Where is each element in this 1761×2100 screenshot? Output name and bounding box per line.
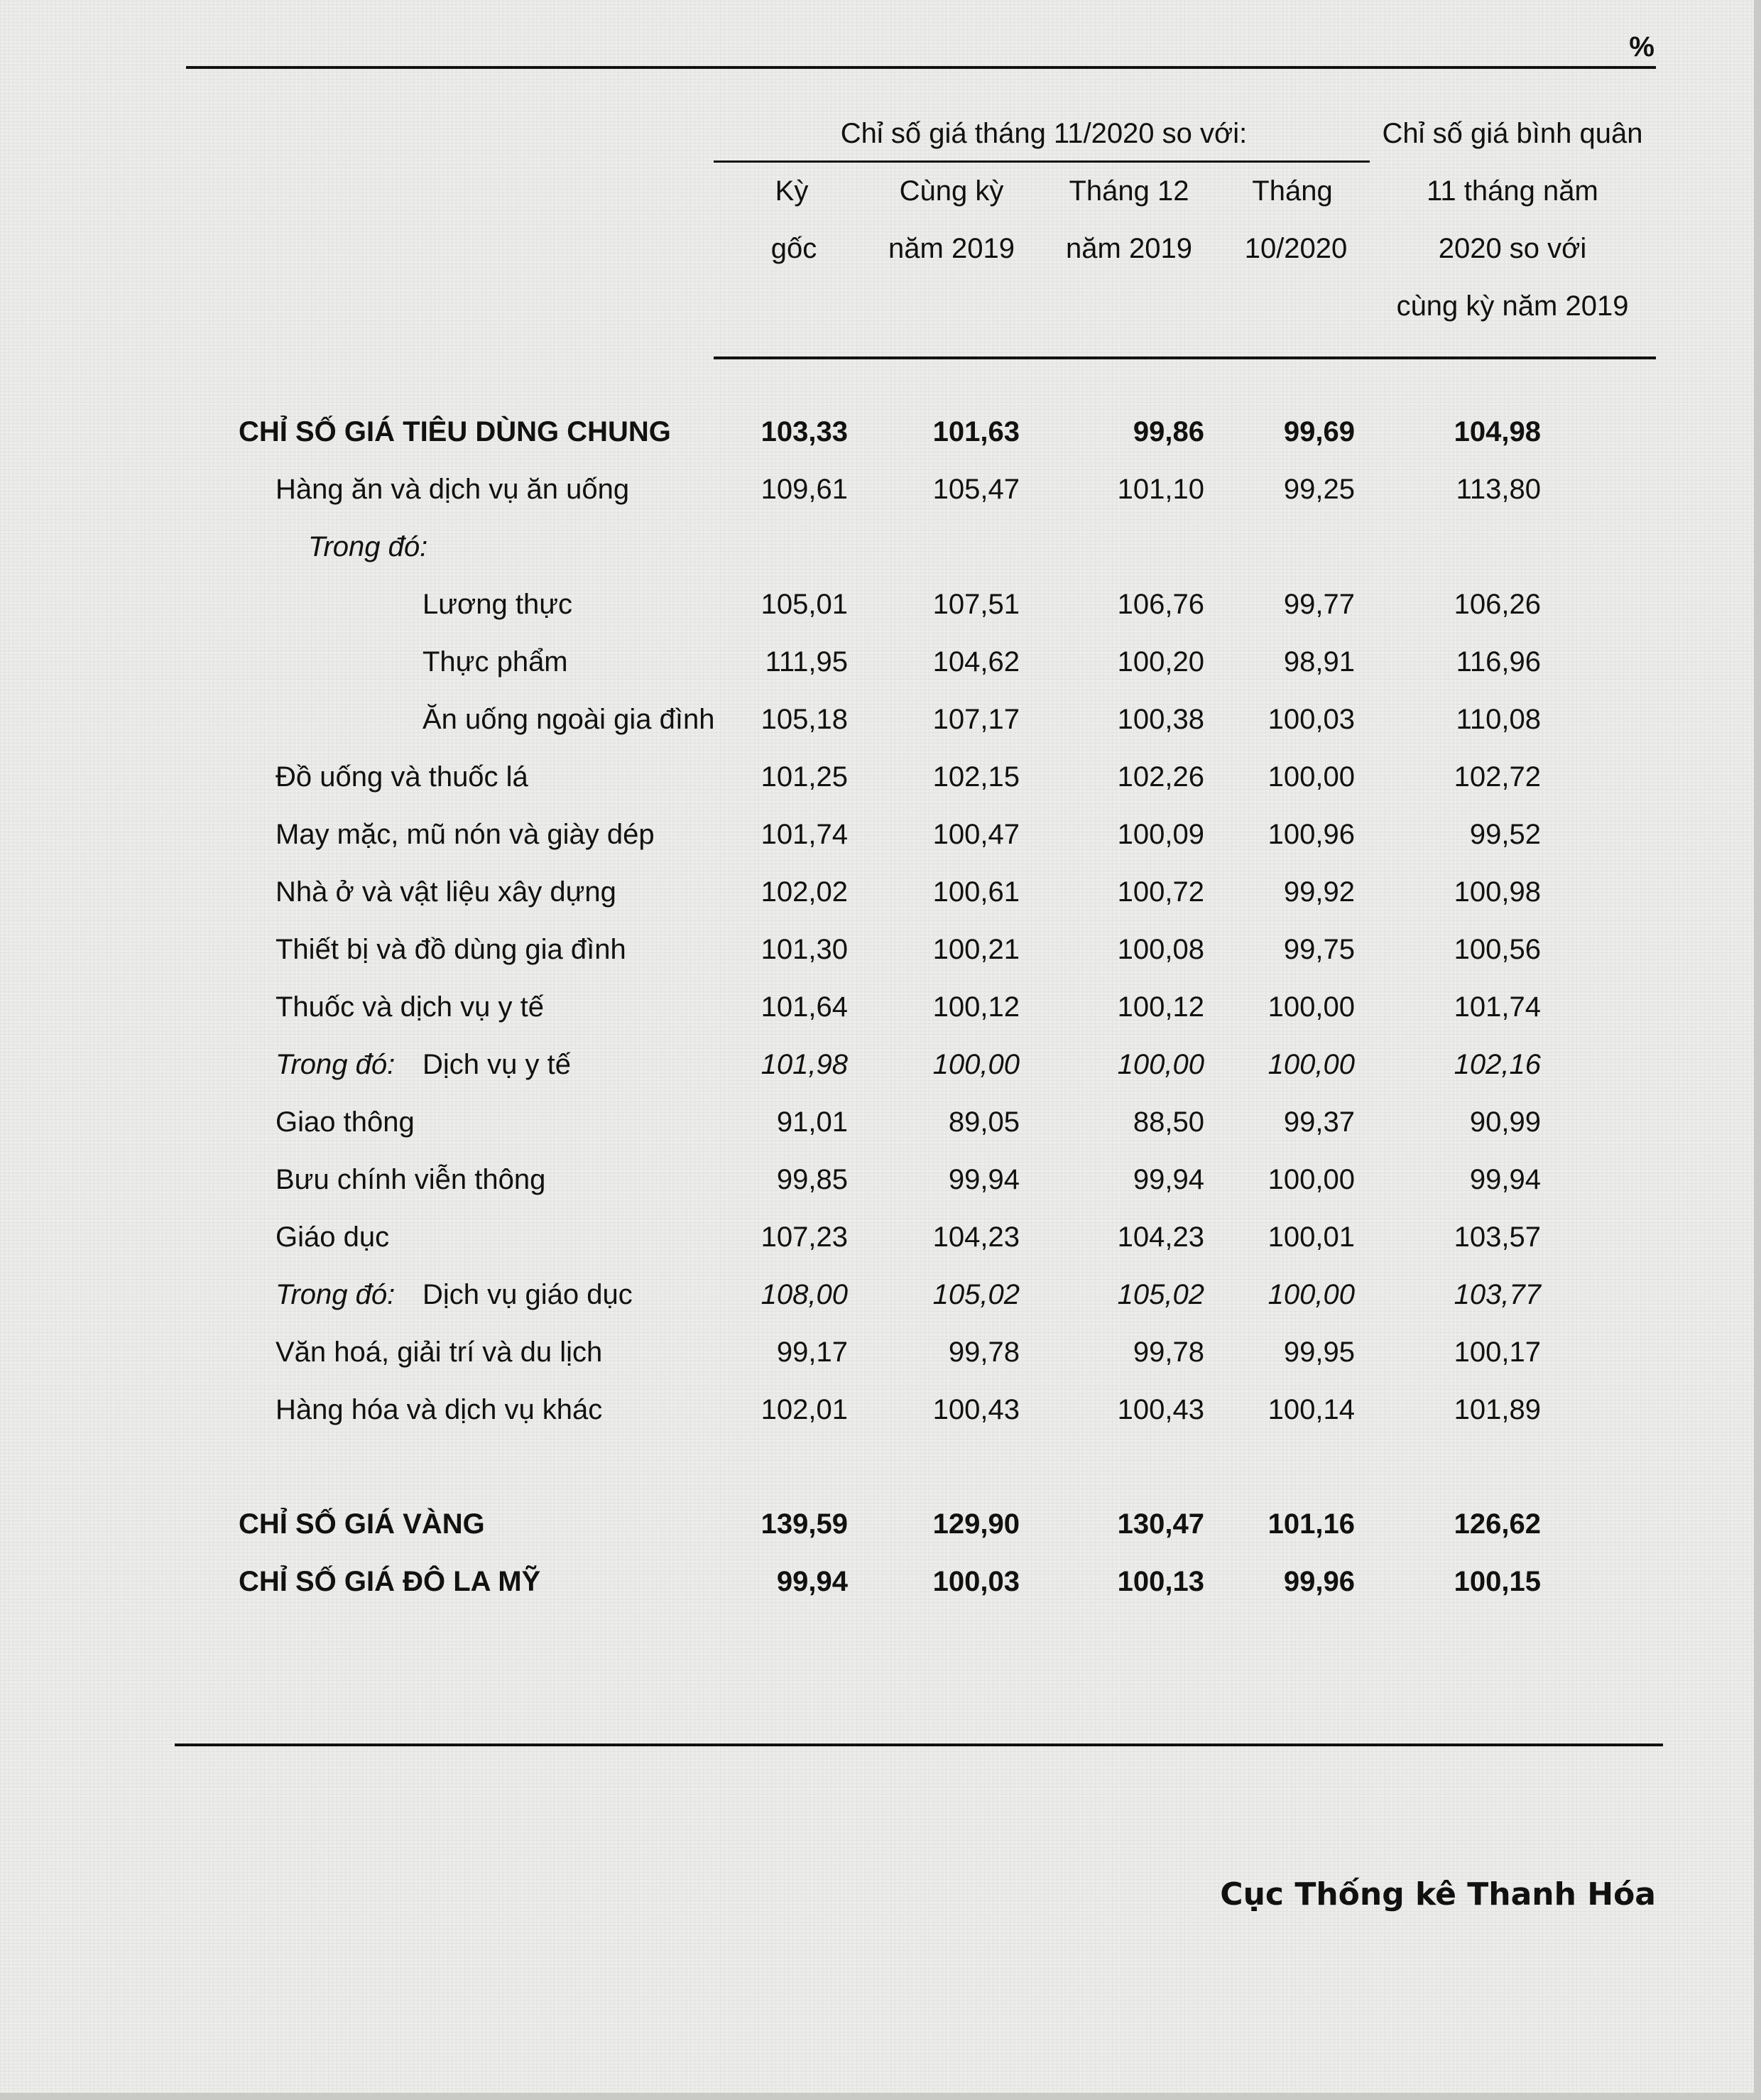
cell-value: 105,02 xyxy=(1117,1279,1204,1310)
cell-value: 110,08 xyxy=(1456,704,1541,735)
cell-value: 99,85 xyxy=(776,1164,848,1195)
header-col4-line2: 10/2020 xyxy=(1244,233,1348,264)
cell-value: 99,96 xyxy=(1283,1566,1355,1597)
cell-value: 99,86 xyxy=(1133,416,1204,447)
cell-value: 103,33 xyxy=(760,416,848,447)
table-row xyxy=(0,1209,1761,1266)
row-prefix: Trong đó: xyxy=(276,1049,396,1080)
cell-value: 100,00 xyxy=(1117,1049,1204,1080)
cell-value: 99,25 xyxy=(1283,474,1355,505)
cell-value: 100,00 xyxy=(932,1049,1020,1080)
header-col3-line1: Tháng 12 xyxy=(1069,175,1189,207)
table-row xyxy=(0,806,1761,864)
cell-value: 102,02 xyxy=(760,876,848,908)
row-label: Thiết bị và đồ dùng gia đình xyxy=(276,934,626,965)
cell-value: 108,00 xyxy=(760,1279,848,1310)
cell-value: 109,61 xyxy=(760,474,848,505)
cell-value: 90,99 xyxy=(1469,1106,1541,1138)
cell-value: 99,52 xyxy=(1469,819,1541,850)
cell-value: 100,00 xyxy=(1267,1279,1355,1310)
cell-value: 104,23 xyxy=(1117,1222,1204,1253)
row-label: CHỈ SỐ GIÁ ĐÔ LA MỸ xyxy=(239,1566,541,1597)
table-row xyxy=(0,1553,1761,1611)
cell-value: 100,61 xyxy=(932,876,1020,908)
cell-value: 101,74 xyxy=(760,819,848,850)
cell-value: 101,63 xyxy=(932,416,1020,447)
row-label: Ăn uống ngoài gia đình xyxy=(422,704,715,735)
header-col5-line1: Chỉ số giá bình quân xyxy=(1382,118,1643,149)
row-label: CHỈ SỐ GIÁ VÀNG xyxy=(239,1508,485,1540)
cell-value: 106,26 xyxy=(1454,589,1541,620)
cell-value: 99,77 xyxy=(1283,589,1355,620)
row-label: Văn hoá, giải trí và du lịch xyxy=(276,1337,603,1368)
cell-value: 100,56 xyxy=(1454,934,1541,965)
cell-value: 104,23 xyxy=(932,1222,1020,1253)
cell-value: 100,98 xyxy=(1454,876,1541,908)
cell-value: 100,01 xyxy=(1267,1222,1355,1253)
source-credit: Cục Thống kê Thanh Hóa xyxy=(1220,1876,1656,1913)
row-label: Dịch vụ giáo dục xyxy=(422,1279,633,1310)
header-col2-line2: năm 2019 xyxy=(888,233,1015,264)
header-col5-line4: cùng kỳ năm 2019 xyxy=(1396,290,1629,322)
cell-value: 107,51 xyxy=(932,589,1020,620)
cell-value: 100,72 xyxy=(1117,876,1204,908)
table-row xyxy=(0,1496,1761,1553)
cell-value: 88,50 xyxy=(1133,1106,1204,1138)
cell-value: 98,91 xyxy=(1283,646,1355,678)
table-row xyxy=(0,403,1761,461)
cell-value: 100,13 xyxy=(1117,1566,1204,1597)
table-row xyxy=(0,576,1761,633)
cell-value: 100,96 xyxy=(1267,819,1355,850)
table-row xyxy=(0,1324,1761,1381)
header-col5-line2: 11 tháng năm xyxy=(1427,175,1598,207)
cell-value: 100,08 xyxy=(1117,934,1204,965)
cell-value: 103,57 xyxy=(1454,1222,1541,1253)
table-row xyxy=(0,633,1761,691)
row-label: Dịch vụ y tế xyxy=(422,1049,571,1080)
table-row xyxy=(0,1381,1761,1439)
table-row xyxy=(0,864,1761,921)
cell-value: 100,21 xyxy=(932,934,1020,965)
cell-value: 104,98 xyxy=(1454,416,1541,447)
cell-value: 105,18 xyxy=(760,704,848,735)
row-prefix: Trong đó: xyxy=(276,1279,396,1310)
cell-value: 101,30 xyxy=(760,934,848,965)
cell-value: 100,00 xyxy=(1267,1164,1355,1195)
row-label: Giáo dục xyxy=(276,1222,390,1253)
cell-value: 129,90 xyxy=(932,1508,1020,1540)
cell-value: 101,98 xyxy=(760,1049,848,1080)
cell-value: 100,12 xyxy=(932,991,1020,1023)
cell-value: 99,37 xyxy=(1283,1106,1355,1138)
cell-value: 102,01 xyxy=(760,1394,848,1425)
cell-value: 126,62 xyxy=(1454,1508,1541,1540)
cell-value: 111,95 xyxy=(765,646,848,678)
cell-value: 100,17 xyxy=(1454,1337,1541,1368)
header-col5-line3: 2020 so với xyxy=(1438,233,1587,264)
cell-value: 100,20 xyxy=(1117,646,1204,678)
cell-value: 99,69 xyxy=(1283,416,1355,447)
cell-value: 99,94 xyxy=(776,1566,848,1597)
cell-value: 99,75 xyxy=(1283,934,1355,965)
cell-value: 100,00 xyxy=(1267,991,1355,1023)
table-row xyxy=(0,461,1761,518)
table-row xyxy=(0,1266,1761,1324)
cell-value: 139,59 xyxy=(760,1508,848,1540)
table-row xyxy=(0,1036,1761,1094)
cell-value: 99,92 xyxy=(1283,876,1355,908)
cell-value: 113,80 xyxy=(1456,474,1541,505)
row-label: CHỈ SỐ GIÁ TIÊU DÙNG CHUNG xyxy=(239,416,671,447)
cell-value: 105,01 xyxy=(760,589,848,620)
cell-value: 105,02 xyxy=(932,1279,1020,1310)
row-label: Đồ uống và thuốc lá xyxy=(276,761,528,793)
cell-value: 99,78 xyxy=(948,1337,1020,1368)
header-col1-line1: Kỳ xyxy=(775,175,809,207)
row-label: Bưu chính viễn thông xyxy=(276,1164,546,1195)
cell-value: 105,47 xyxy=(932,474,1020,505)
header-col4-line1: Tháng xyxy=(1252,175,1333,207)
cell-value: 100,43 xyxy=(932,1394,1020,1425)
cell-value: 99,17 xyxy=(776,1337,848,1368)
row-label: Hàng ăn và dịch vụ ăn uống xyxy=(276,474,630,505)
table-row xyxy=(0,749,1761,806)
row-label: Hàng hóa và dịch vụ khác xyxy=(276,1394,603,1425)
cell-value: 91,01 xyxy=(776,1106,848,1138)
table-row xyxy=(0,691,1761,749)
table-row xyxy=(0,518,1761,576)
cell-value: 89,05 xyxy=(948,1106,1020,1138)
table-row xyxy=(0,1094,1761,1151)
cell-value: 99,78 xyxy=(1133,1337,1204,1368)
cell-value: 104,62 xyxy=(932,646,1020,678)
cell-value: 100,38 xyxy=(1117,704,1204,735)
cell-value: 101,10 xyxy=(1117,474,1204,505)
row-label: Thuốc và dịch vụ y tế xyxy=(276,991,544,1023)
cell-value: 130,47 xyxy=(1117,1508,1204,1540)
cell-value: 100,03 xyxy=(932,1566,1020,1597)
cell-value: 101,16 xyxy=(1267,1508,1355,1540)
top-rule xyxy=(186,66,1656,69)
cell-value: 101,89 xyxy=(1454,1394,1541,1425)
header-bottom-rule xyxy=(714,357,1656,359)
table-row xyxy=(0,979,1761,1036)
cell-value: 100,15 xyxy=(1454,1566,1541,1597)
cell-value: 106,76 xyxy=(1117,589,1204,620)
cell-value: 102,16 xyxy=(1454,1049,1541,1080)
cell-value: 100,09 xyxy=(1117,819,1204,850)
cell-value: 116,96 xyxy=(1456,646,1541,678)
header-col1-line2: gốc xyxy=(770,233,817,264)
cell-value: 102,72 xyxy=(1454,761,1541,793)
cell-value: 102,26 xyxy=(1117,761,1204,793)
row-label: Nhà ở và vật liệu xây dựng xyxy=(276,876,616,908)
cell-value: 100,43 xyxy=(1117,1394,1204,1425)
cell-value: 101,25 xyxy=(760,761,848,793)
row-label: Giao thông xyxy=(276,1106,415,1138)
cell-value: 99,94 xyxy=(1133,1164,1204,1195)
cell-value: 100,03 xyxy=(1267,704,1355,735)
cell-value: 103,77 xyxy=(1454,1279,1541,1310)
row-label: Trong đó: xyxy=(308,531,428,562)
table-row xyxy=(0,1151,1761,1209)
cell-value: 101,64 xyxy=(760,991,848,1023)
cell-value: 99,95 xyxy=(1283,1337,1355,1368)
row-label: Lương thực xyxy=(422,589,572,620)
header-col3-line2: năm 2019 xyxy=(1066,233,1192,264)
row-label: Thực phẩm xyxy=(422,646,568,678)
header-col2-line1: Cùng kỳ xyxy=(899,175,1004,207)
cell-value: 99,94 xyxy=(948,1164,1020,1195)
cell-value: 100,00 xyxy=(1267,761,1355,793)
table-row xyxy=(0,921,1761,979)
cell-value: 99,94 xyxy=(1469,1164,1541,1195)
cell-value: 100,00 xyxy=(1267,1049,1355,1080)
cell-value: 101,74 xyxy=(1454,991,1541,1023)
cell-value: 102,15 xyxy=(932,761,1020,793)
cell-value: 100,47 xyxy=(932,819,1020,850)
bottom-rule xyxy=(175,1743,1663,1746)
row-label: May mặc, mũ nón và giày dép xyxy=(276,819,655,850)
header-group-title: Chỉ số giá tháng 11/2020 so với: xyxy=(840,118,1248,149)
cell-value: 100,14 xyxy=(1267,1394,1355,1425)
unit-label: % xyxy=(1629,31,1654,62)
cell-value: 107,17 xyxy=(932,704,1020,735)
cell-value: 107,23 xyxy=(760,1222,848,1253)
cell-value: 100,12 xyxy=(1117,991,1204,1023)
